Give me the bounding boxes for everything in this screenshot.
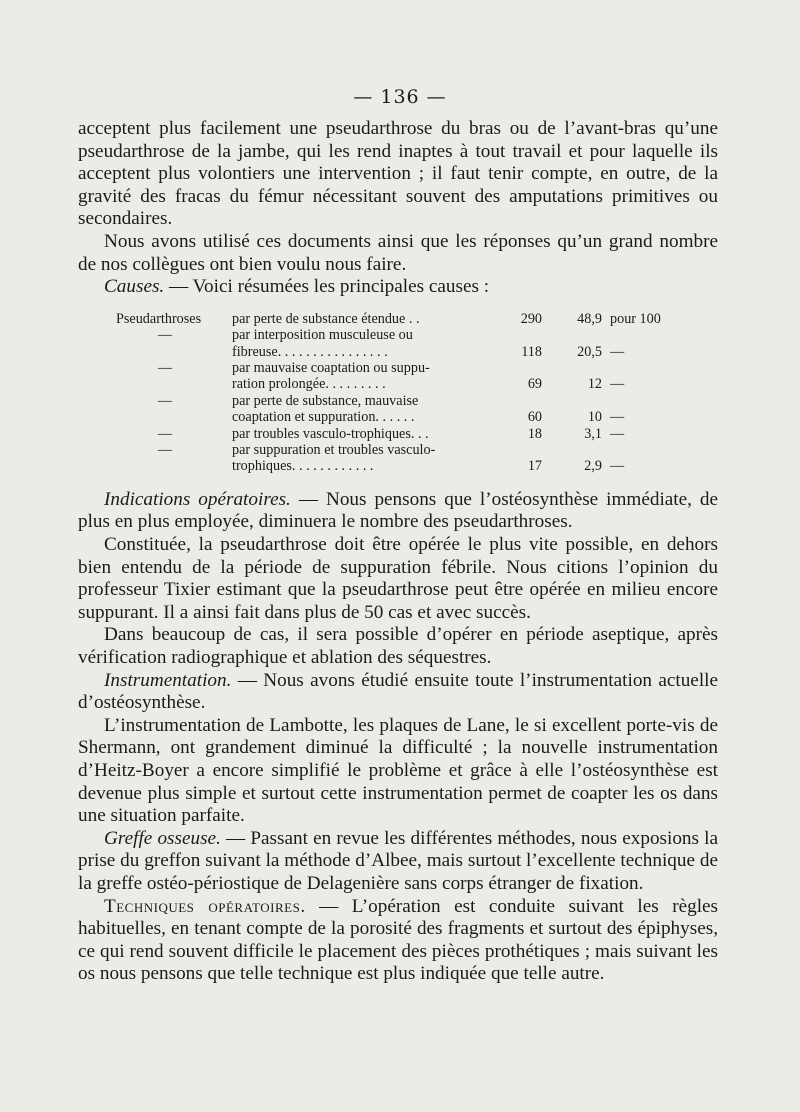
row-description: par perte de substance étendue . . — [232, 310, 420, 327]
row-count — [486, 360, 542, 376]
greffe-heading: Greffe osseuse. — [104, 827, 221, 849]
row-label — [116, 376, 232, 392]
row-unit: — — [610, 343, 625, 360]
indications-text: — Nous pensons que l’ostéosynthèse immédiate, de plus en plus employée, diminuera le nombre des pseudarthroses. — [78, 488, 719, 533]
paragraph-indications — [78, 489, 718, 534]
row-label: — — [157, 327, 173, 344]
row-count: 290 — [520, 310, 542, 327]
row-unit: — — [610, 458, 625, 475]
row-description: par interposition musculeuse ou — [232, 327, 413, 344]
row-unit — [602, 442, 682, 458]
paragraph-timing: Constituée, la pseudarthrose doit être opérée le plus vite possible, en dehors bien entendu de la période de suppuration fébrile. Nous citions l’opinion du professeur Tixier estimant que la pseudarthrose peut être opérée en milieu encore suppurant. Il a ainsi fait dans plus de 50 cas et avec succès. — [78, 534, 718, 623]
indications-heading: Indications opératoires. — [104, 488, 291, 510]
table-row — [116, 327, 682, 343]
greffe-text: — Passant en revue les différentes méthodes, nous exposions la prise du greffon suivant la méthode d’Albee, mais surtout l’excellente technique de la greffe ostéo-périostique de Delagenière sans corps étranger de fixation. — [78, 827, 718, 894]
row-percent: 2,9 — [584, 458, 602, 475]
causes-table — [116, 311, 682, 475]
row-description: trophiques. . . . . . . . . . . . — [232, 458, 374, 475]
row-count — [486, 327, 542, 343]
table-row — [116, 442, 682, 458]
row-label — [116, 458, 232, 474]
table-row — [116, 311, 682, 327]
paragraph-instrumentation — [78, 670, 718, 715]
page-number: — 136 — — [353, 86, 447, 108]
instrumentation-heading: Instrumentation. — [104, 669, 232, 691]
row-description: par troubles vasculo-trophiques. . . — [232, 425, 429, 442]
causes-heading: Causes. — [104, 276, 165, 298]
row-unit — [602, 327, 682, 343]
row-percent — [542, 442, 602, 458]
row-unit — [602, 360, 682, 376]
paragraph-aseptic: Dans beaucoup de cas, il sera possible d’opérer en période aseptique, après vérification radiographique et ablation des séquestres. — [78, 624, 718, 668]
paragraph-documents: Nous avons utilisé ces documents ainsi que les réponses qu’un grand nombre de nos collègues ont bien voulu nous faire. — [78, 230, 718, 275]
techniques-heading: Techniques opératoires. — [104, 895, 306, 917]
table-row — [116, 360, 682, 376]
row-count: 60 — [527, 409, 542, 426]
row-percent: 48,9 — [577, 310, 602, 327]
causes-text: — Voici résumées les principales causes : — [164, 276, 490, 298]
paragraph-lambotte: L’instrumentation de Lambotte, les plaques de Lane, le si excellent porte-vis de Shermann, ont grandement diminué la difficulté ; la nouvelle instrumentation d’Heitz-Boyer a encore simplifié le problème et grâce à elle l’ostéosynthèse est devenue plus simple et surtout cette instrumentation permet de coapter les os dans une situation parfaite. — [78, 714, 718, 827]
row-percent: 3,1 — [584, 425, 602, 442]
row-unit: — — [610, 376, 625, 393]
row-description: par suppuration et troubles vasculo- — [232, 442, 436, 458]
row-unit: — — [610, 409, 625, 426]
row-description: ration prolongée. . . . . . . . . — [232, 376, 386, 393]
page-body — [78, 118, 718, 986]
row-count: 17 — [527, 458, 542, 475]
techniques-text: — L’opération est conduite suivant les règles habituelles, en tenant compte de la porosité des fragments et surtout des épiphyses, ce qui rend souvent difficile le placement des pièces prothétiques ; mais suivant les os nous pensons que telle technique est plus indiquée que telle autre. — [78, 895, 719, 985]
row-description: par perte de substance, mauvaise — [232, 392, 419, 409]
row-count: 69 — [527, 376, 542, 393]
row-description: par mauvaise coaptation ou suppu- — [232, 359, 430, 376]
row-label — [116, 344, 232, 360]
row-description: coaptation et suppuration. . . . . . — [232, 409, 415, 426]
row-percent — [542, 360, 602, 376]
row-label: — — [157, 442, 173, 458]
row-unit — [602, 393, 682, 409]
row-percent: 10 — [587, 409, 602, 426]
row-unit: — — [610, 425, 625, 442]
paragraph-greffe — [78, 828, 718, 896]
table-row — [116, 393, 682, 409]
paragraph-intro: acceptent plus facilement une pseudarthrose du bras ou de l’avant-bras qu’une pseudarthrose de la jambe, qui les rend inaptes à tout travail et pour laquelle ils acceptent plus volontiers une intervention ; il faut tenir compte, en outre, de la gravité des fracas du fémur nécessitant souvent des amputations primitives ou secondaires. — [78, 118, 718, 230]
table-row — [116, 376, 682, 392]
row-label: — — [157, 392, 173, 409]
table-row — [116, 458, 682, 474]
row-percent — [542, 327, 602, 343]
row-label: Pseudarthroses — [116, 310, 202, 327]
row-count: 18 — [527, 425, 542, 442]
row-label — [116, 409, 232, 425]
row-percent — [542, 393, 602, 409]
paragraph-causes — [78, 276, 718, 299]
table-row — [116, 409, 682, 425]
row-percent: 20,5 — [577, 343, 602, 360]
row-percent: 12 — [587, 376, 602, 393]
row-label: — — [157, 359, 173, 376]
row-description: fibreuse. . . . . . . . . . . . . . . . — [232, 343, 388, 360]
row-unit: pour 100 — [610, 310, 661, 327]
table-row — [116, 426, 682, 442]
row-count — [486, 393, 542, 409]
table-row — [116, 344, 682, 360]
row-label: — — [157, 425, 173, 442]
row-count: 118 — [521, 343, 542, 360]
instrumentation-text: — Nous avons étudié ensuite toute l’instrumentation actuelle d’ostéosynthèse. — [78, 669, 718, 714]
row-count — [486, 442, 542, 458]
paragraph-techniques — [78, 896, 718, 986]
